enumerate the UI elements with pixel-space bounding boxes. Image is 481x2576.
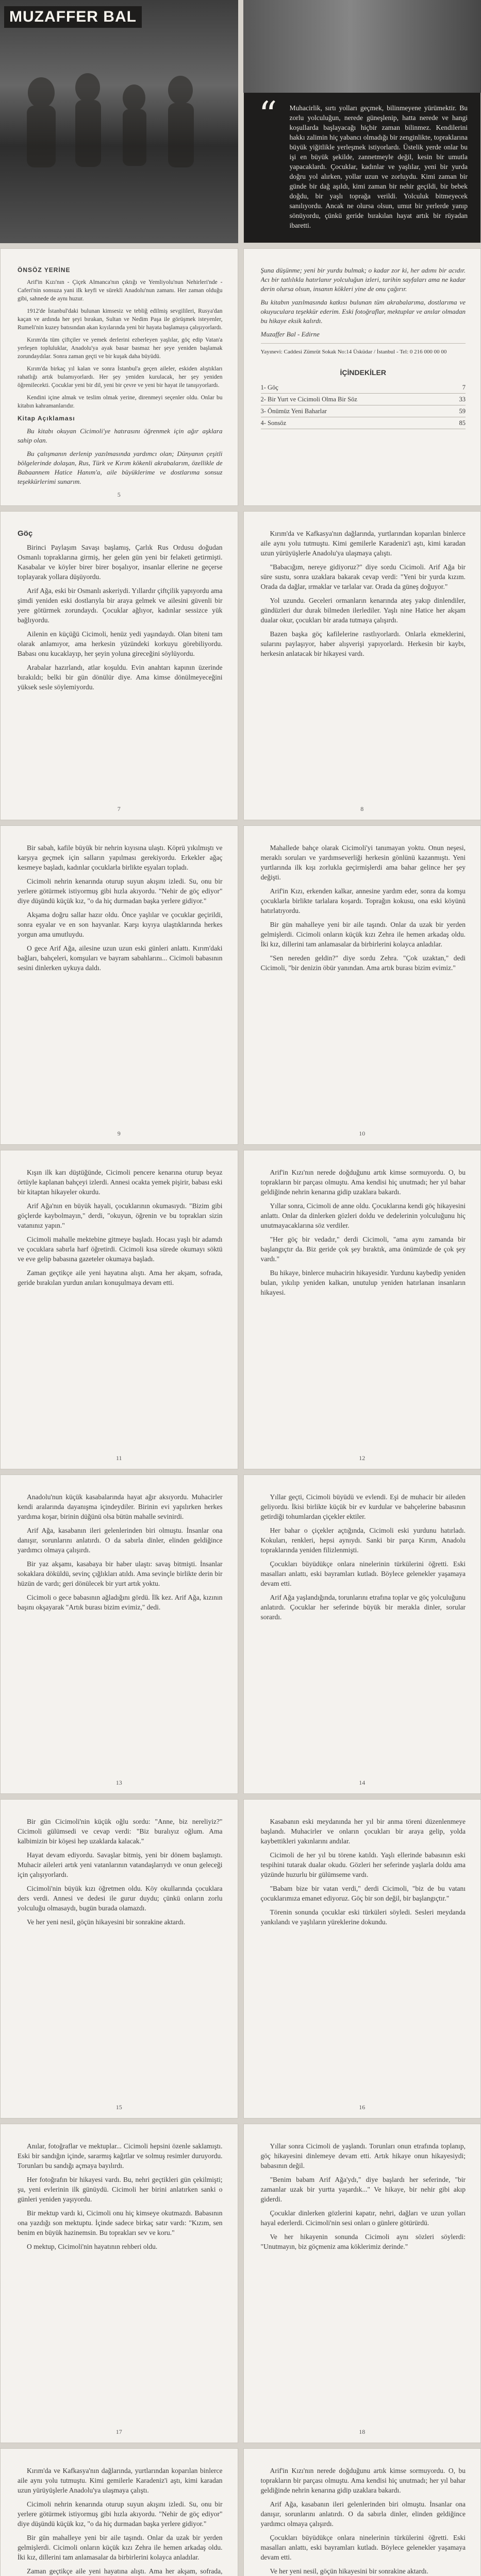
paragraph: Yol uzundu. Geceleri ormanların kenarında ateş yakıp dinlendiler, gündüzleri dur durak bilmeden ilerlediler. Yaşlı nine Hatice her akşam dualar okur, çocukları bir arada tutmaya çalışırdı. [260, 597, 466, 624]
paragraph: Yıllar sonra Cicimoli de yaşlandı. Torunları onun etrafında toplanıp, göç hikayesini dinlemeye devam etti. Artık hikaye onun hikayesiydi; babasının değil. [260, 2142, 466, 2170]
text-spread [0, 825, 481, 1145]
paragraph: Çocuklar dinlerken gözlerini kapatır, nehri, dağları ve uzun yolları hayal ederlerdi. Cicimoli'nin sesi onları o günlere götürürdü. [260, 2209, 466, 2227]
intro-sub-paragraph: Bu çalışmanın derlenip yazılmasında yardımcı olan; Dünyanın çeşitli bölgelerinde dolaşan, Rus, Türk ve Kırım kökenli akrabalarım, özellikle de Babaannem Hatice Hanım'a, aile büyüklerime ve dostlarıma sonsuz teşekkürlerimi sunarım. [18, 450, 223, 485]
toc-page: 7 [462, 384, 466, 391]
toc-row[interactable] [261, 382, 466, 394]
paragraph: Kışın ilk karı düştüğünde, Cicimoli pencere kenarına oturup beyaz örtüyle kaplanan bahçeyi izlerdi. Annesi ocakta yemek pişirir, babası eski bir kitaptan hikayeler okurdu. [18, 1168, 223, 1196]
page-number: 5 [117, 491, 121, 498]
divider [261, 343, 466, 344]
toc-page: 33 [459, 396, 466, 403]
paragraph: Birinci Paylaşım Savaşı başlamış, Çarlık Rus Ordusu doğudan Osmanlı topraklarına girmiş, her gelen gün yeni bir felaketi getirmişti. Kasabalar ve köyler birer birer boşalıyor, insanlar ellerine ne geçerse toplayarak yollara düşüyordu. [18, 544, 223, 581]
page-text [18, 2141, 223, 2422]
page-number: 16 [359, 2104, 366, 2111]
paragraph: Cicimoli o gece babasının ağladığını gördü. İlk kez. Arif Ağa, kızının başını okşayarak "Artık burası bizim evimiz," dedi. [18, 1594, 223, 1611]
page-number: 13 [115, 1779, 122, 1786]
intro-paragraph: Kırım'da tüm çiftçiler ve yemek derlerini ezberleyen yaşlılar, göç edip Vatan'a yerleşen topluluklar, Anadolu'ya ayak basar basmaz her şeye yeniden başlamak zorundaydılar. Sonra zaman geçti ve bir kuşak daha büyüdü. [18, 337, 223, 360]
paragraph: Bir gün mahalleye yeni bir aile taşındı. Onlar da uzak bir yerden gelmişlerdi. Cicimoli onların küçük kızı Zehra ile hemen arkadaş oldu. İki kız, dillerini tam anlamasalar da birbirlerini kolayca anladılar. [260, 921, 466, 948]
paragraph: "Benim babam Arif Ağa'ydı," diye başlardı her seferinde, "bir zamanlar uzak bir yurtta yaşardık..." Ve hikaye, bir nehir gibi akıp giderdi. [260, 2176, 466, 2203]
text-page [0, 1150, 238, 1469]
paragraph: Ve her yeni nesil, göçün hikayesini bir sonrakine aktardı. [27, 1918, 186, 1926]
text-page [0, 2448, 238, 2576]
intro-spread [0, 248, 481, 506]
page-text [261, 1817, 466, 2098]
page-text [18, 1167, 223, 1449]
paragraph: Ailenin en küçüğü Cicimoli, henüz yedi yaşındaydı. Olan biteni tam olarak anlamıyor, ama herkesin yüzündeki korkuyu görebiliyordu. Babası onu kucaklayıp, her şeyin yoluna gireceğini söylüyordu. [18, 630, 223, 657]
paragraph: Her fotoğrafın bir hikayesi vardı. Bu, nehri geçtikleri gün çekilmişti; şu, yeni evlerinin ilk günüydü. Cicimoli her birini anlatırken sanki o günleri yeniden yaşıyordu. [18, 2176, 223, 2203]
intro-paragraph: Kırım'da birkaç yıl kalan ve sonra İstanbul'a geçen aileler, eskiden alıştıkları rahatlığı artık bulamıyorlardı. Her şey yeniden kurulacak, her şey yeniden öğrenilecekti. Çocuklar yeni bir dil, yeni bir çevre ve yeni bir hayat ile tanışıyorlardı. [18, 366, 223, 388]
imprint-signature: Muzaffer Bal - Edirne [260, 330, 320, 338]
page-text [261, 1492, 466, 1773]
paragraph: Akşama doğru sallar hazır oldu. Önce yaşlılar ve çocuklar geçirildi, sonra eşyalar ve en son hayvanlar. Karşı kıyıya ulaştıklarında herkes yorgun ama umutluydu. [18, 911, 223, 938]
text-page [243, 2448, 481, 2576]
paragraph: Kırım'da ve Kafkasya'nın dağlarında, yurtlarından koparılan binlerce aile aynı yolu tutmuştu. Kimi gemilerle Karadeniz'i aştı, kimi karadan uzun yürüyüşlerle Anadolu'ya ulaşmaya çalıştı. [18, 2467, 223, 2494]
paragraph: "Babacığım, nereye gidiyoruz?" diye sordu Cicimoli. Arif Ağa bir süre sustu, sonra uzaklara bakarak cevap verdi: "Yeni bir yurda kızım. Orada da dağlar, ırmaklar ve tarlalar var. Orada da güneş doğuyor." [260, 563, 466, 590]
paragraph: Arif Ağa yaşlandığında, torunlarını etrafına toplar ve göç yolculuğunu anlatırdı. Çocuklar her seferinde büyük bir merakla dinler, sorular sorardı. [260, 1594, 466, 1621]
paragraph: Törenin sonunda çocuklar eski türküleri söyledi. Sesleri meydanda yankılandı ve yaşlıların yüreklerine dokundu. [260, 1908, 466, 1926]
imprint-italic: Şuna düşünme; yeni bir yurdu bulmak; o kadar zor ki, her adımı bir acıdır. Acı bir tatlılıkla hatırlanır yolculuğun izleri, tarihin sayfaları ama ne kadar derin olursa olsun, insanın kökleri yine de onu çağırır. [260, 266, 466, 293]
text-page [243, 1150, 481, 1469]
imprint-text [261, 266, 466, 485]
intro-subheading: Kitap Açıklaması [18, 415, 75, 422]
paragraph: Çocukları büyüdükçe onlara ninelerinin türkülerini öğretti. Eski masalları anlattı, eski bayramları kutladı. Böylece gelenekler yaşamaya devam etti. [260, 1560, 466, 1587]
page-text [18, 1817, 223, 2098]
paragraph: "Sen nereden geldin?" diye sordu Zehra. "Çok uzaktan," dedi Cicimoli, "bir denizin öbür yanından. Ama artık burası bizim evimiz." [260, 954, 466, 972]
paragraph: Anadolu'nun küçük kasabalarında hayat ağır aksıyordu. Muhacirler kendi aralarında dayanışma içindeydiler. Birinin evi yapılırken herkes yardıma koşar, birinin düğünü olsa bütün mahalle sevinirdi. [18, 1493, 223, 1520]
paragraph: Arif Ağa'nın en büyük hayali, çocuklarının okumasıydı. "Bizim gibi göçlerde kaybolmayın," derdi, "okuyun, öğrenin ve bu toprakları sizin vatanınız yapın." [18, 1202, 223, 1229]
author-name: MUZAFFER BAL [4, 6, 142, 28]
paragraph: Hayat devam ediyordu. Savaşlar bitmiş, yeni bir dönem başlamıştı. Muhacir aileleri artık yeni vatanlarının vatandaşlarıydı ve onun geleceği için çalışıyorlardı. [18, 1851, 223, 1878]
paragraph: Bu hikaye, binlerce muhacirin hikayesidir. Yurdunu kaybedip yeniden bulan, yıkılıp yeniden kalkan, unutulup yeniden hatırlanan insanların hikayesi. [260, 1269, 466, 1296]
intro-page [0, 248, 238, 506]
paragraph: Cicimoli de her yıl bu törene katıldı. Yaşlı ellerinde babasının eski tespihini tutarak dualar okudu. Gözleri her seferinde yaşlarla doldu ama yüzünde huzurlu bir gülümseme vardı. [260, 1851, 466, 1878]
paragraph: Kırım'da ve Kafkasya'nın dağlarında, yurtlarından koparılan binlerce aile aynı yolu tutmuştu. Kimi gemilerle Karadeniz'i aştı, kimi karadan uzun yürüyüşlerle Anadolu'ya ulaşmaya çalıştı. [260, 530, 466, 557]
toc-title: İÇİNDEKİLER [340, 368, 386, 377]
page-number: 14 [359, 1779, 366, 1786]
page-text [261, 843, 466, 1124]
paragraph: Zaman geçtikçe aile yeni hayatına alıştı. Ama her akşam, sofrada, geride bırakılan yurdun anıları konuşulmaya devam etti. [18, 1269, 223, 1286]
text-spread [0, 1150, 481, 1469]
text-spread [0, 2124, 481, 2443]
paragraph: O gece Arif Ağa, ailesine uzun uzun eski günleri anlattı. Kırım'daki bağları, bahçeleri, komşuları ve bayram sabahlarını... Cicimoli babasının sesini dinlerken uykuya daldı. [18, 944, 223, 972]
toc-page: 59 [459, 408, 466, 415]
paragraph: Ve her yeni nesil, göçün hikayesini bir sonrakine aktardı. [270, 2567, 428, 2575]
cover-quote: Muhacirlik, sırtı yolları geçmek, bilinmeyene yürümektir. Bu zorlu yolculuğun, nerede güneşlenip, hatta nerede ve hangi koşullarda başlayacağı hiçbir zaman bilinmez. Kendilerini hakkı zalimin hiç yabancı olmadığı bir zenginlikte, topraklarına büyük yiğitlikle yerleşmek istiyorlardı. Üstelik yerde onlar bu işi en büyük şekilde, zannetmeyle değil, kesin bir umutla yapacaklardı. Çocuklar, kadınlar ve yaşlılar, yeni bir yurda doğru yol alırken, yollar uzun ve zorluydu. Kimi zaman bir günde bir dağ aşıldı, kimi zaman bir nehir geçildi, bir bebek doğdu, bir yaşlı toprağa verildi. Yolculuk bitmeyecek sanılıyordu. Ancak ne olursa olsun, umut bir yerlerde yanıp sönüyordu, çünkü geride bırakılan hayat artık bir rüyadan ibaretti. [289, 104, 468, 229]
paragraph: Yıllar geçti, Cicimoli büyüdü ve evlendi. Eşi de muhacir bir aileden geliyordu. İkisi birlikte küçük bir ev kurdular ve bahçelerine babasının getirdiği tohumlardan çiçekler ektiler. [260, 1493, 466, 1520]
intro-text [18, 266, 223, 485]
text-page [0, 825, 238, 1145]
paragraph: Bir gün Cicimoli'nin küçük oğlu sordu: "Anne, biz nereliyiz?" Cicimoli gülümsedi ve cevap verdi: "Biz buralıyız oğlum. Ama kalbimizin bir köşesi hep uzaklarda kalacak." [18, 1818, 223, 1845]
paragraph: Cicimoli mahalle mektebine gitmeye başladı. Hocası yaşlı bir adamdı ve çocuklara sabırla harf öğretirdi. Cicimoli kısa sürede okumayı söktü ve eve gelip babasına gazeteler okumaya başladı. [18, 1235, 223, 1263]
family-photo-icon [0, 0, 238, 243]
paragraph: Arabalar hazırlandı, atlar koşuldu. Evin anahtarı kapının üzerinde bırakıldı; belki bir gün dönülür diye. Ama kimse dönülmeyeceğini yüksek sesle söylemiyordu. [18, 664, 223, 691]
paragraph: Zaman geçtikçe aile yeni hayatına alıştı. Ama her akşam, sofrada, [27, 2567, 223, 2575]
paragraph: Her bahar o çiçekler açtığında, Cicimoli eski yurdunu hatırladı. Kokuları, renkleri, hepsi aynıydı. Sanki bir parça Kırım, Anadolu topraklarında yeniden filizlenmişti. [260, 1527, 466, 1554]
text-spread [0, 1799, 481, 2119]
toc-label: 2- Bir Yurt ve Cicimoli Olma Bir Söz [260, 396, 357, 403]
paragraph: Arif Ağa, kasabanın ileri gelenlerinden biri olmuştu. İnsanlar ona danışır, sorunlarını anlatırdı. O da sabırla dinler, elinden geldiğince yardımcı olmaya çalışırdı. [260, 2500, 466, 2528]
paragraph: Bir gün mahalleye yeni bir aile taşındı. Onlar da uzak bir yerden gelmişlerdi. Cicimoli onların küçük kızı Zehra ile hemen arkadaş oldu. İki kız, dillerini tam anlamasalar da birbirlerini kolayca anladılar. [18, 2534, 223, 2561]
text-spread [0, 2448, 481, 2576]
paragraph: Bir mektup vardı ki, Cicimoli onu hiç kimseye okutmazdı. Babasının ona yazdığı son mektuptu. İçinde sadece birkaç satır vardı: "Kızım, sen benim en büyük hazinemsin. Bu toprakları sev ve koru." [18, 2209, 223, 2236]
toc-label: 4- Sonsöz [260, 419, 287, 427]
cover-photo-right [243, 0, 481, 93]
page-number: 17 [115, 2428, 122, 2435]
paragraph: Yıllar sonra, Cicimoli de anne oldu. Çocuklarına kendi göç hikayesini anlattı. Onlar da dinlerken gözleri doldu ve dedelerinin yolculuğunu hiç unutmayacaklarına söz verdiler. [260, 1202, 466, 1229]
intro-paragraph: Arif'in Kızı'nın - Çiçek Almanca'nın çıktığı ve Yemliyolu'nun Nehirleri'nde - Caferi'nin sonsuza yani ilk keyfi ve sürekli Anadolu'nun zamanı. Her zaman olduğu gibi, sahnede de aynı huzur. [18, 279, 223, 302]
intro-label: ÖNSÖZ YERİNE [18, 266, 71, 274]
page-text [261, 2466, 466, 2576]
text-page [243, 1475, 481, 1794]
intro-paragraph: 1912'de İstanbul'daki bulunan kimsesiz ve tebliğ edilmiş sevgilileri, Rusya'dan kaçan ve ardında her şeyi bırakan, Sultan ve Nedim Paşa ile görüşmek isteyenler, Rumeli'nin kuzey batısından akan kıyılarında yeni bir hayata başlamaya çalışıyorlardı. [18, 308, 223, 331]
text-page [0, 511, 238, 820]
paragraph: Arif'in Kızı'nın nerede doğduğunu artık kimse sormuyordu. O, bu toprakların bir parçası olmuştu. Ama kendisi hiç unutmadı; her yıl bahar geldiğinde nehrin kenarına gidip uzaklara bakardı. [260, 2467, 466, 2494]
paragraph: Arif Ağa, kasabanın ileri gelenlerinden biri olmuştu. İnsanlar ona danışır, sorunlarını anlatırdı. O da sabırla dinler, elinden geldiğince yardımcı olmaya çalışırdı. [18, 1527, 223, 1554]
cover-left-page [0, 0, 238, 243]
chapter-heading: Göç [18, 529, 33, 538]
paragraph: Cicimoli nehrin kenarında oturup suyun akışını izledi. Su, onu bir yerlere götürmek istiyormuş gibi hızla akıyordu. "Nehir de göç ediyor" diye düşündü küçük kız, "o da hiç durmadan başka yerlere gidiyor." [18, 2500, 223, 2528]
paragraph: Cicimoli'nin büyük kızı öğretmen oldu. Köy okullarında çocuklara ders verdi. Annesi ve dedesi ile gurur duydu; çünkü onların zorlu yolculuğu olmasaydı, bugün burada olamazdı. [18, 1885, 223, 1912]
paragraph: Arif'in Kızı'nın nerede doğduğunu artık kimse sormuyordu. O, bu toprakların bir parçası olmuştu. Ama kendisi hiç unutmadı; her yıl bahar geldiğinde nehrin kenarına gidip uzaklara bakardı. [260, 1168, 466, 1196]
page-text [18, 843, 223, 1124]
toc-row[interactable] [261, 405, 466, 417]
paragraph: Arif'in Kızı, erkenden kalkar, annesine yardım eder, sonra da komşu çocuklarla birlikte tarlalara koşardı. Toprağın kokusu, ona eski köyünü hatırlatıyordu. [260, 887, 466, 914]
imprint-page [243, 248, 481, 506]
page-number: 18 [359, 2428, 366, 2435]
toc-label: 1- Göç [260, 384, 278, 391]
toc-row[interactable] [261, 417, 466, 429]
intro-sub-paragraph: Bu kitabı okuyan Cicimoli'ye hatırasını öğrenmek için ağır aşklara sahip olan. [18, 427, 223, 444]
page-number: 9 [117, 1130, 121, 1137]
paragraph: Kasabanın eski meydanında her yıl bir anma töreni düzenlenmeye başlandı. Muhacirler ve onların çocukları bir araya gelip, yolda kaybettikleri yakınlarını andılar. [260, 1818, 466, 1845]
text-page [243, 511, 481, 820]
toc-row[interactable] [261, 394, 466, 405]
page-text [261, 2141, 466, 2422]
page-number: 11 [115, 1454, 122, 1462]
intro-paragraph: Kendini içine almak ve teslim olmak yerine, direnmeyi seçenler oldu. Onlar bu kitabın kahramanlarıdır. [18, 395, 223, 409]
paragraph: O mektup, Cicimoli'nin hayatının rehberi oldu. [27, 2243, 158, 2250]
cover-spread [0, 0, 481, 243]
paragraph: Bazen başka göç kafilelerine rastlıyorlardı. Onlarla ekmeklerini, sularını paylaşıyor, haber alışverişi yapıyorlardı. Herkesin bir kaybı, herkesin anlatacak bir hikayesi vardı. [260, 630, 466, 657]
paragraph: Arif Ağa, eski bir Osmanlı askeriydi. Yıllardır çiftçilik yapıyordu ama şimdi yeniden eski dostlarıyla bir araya gelmek ve ailesini güvenli bir yere götürmek zorundaydı. Çocuklar ağlıyor, kadınlar sessizce yük bağlıyordu. [18, 587, 223, 624]
paragraph: Bir sabah, kafile büyük bir nehrin kıyısına ulaştı. Köprü yıkılmıştı ve karşıya geçmek için salların yapılması gerekiyordu. Erkekler ağaç kesmeye başladı, kadınlar çocuklarla birlikte eşyaları topladı. [18, 844, 223, 871]
paragraph: Cicimoli nehrin kenarında oturup suyun akışını izledi. Su, onu bir yerlere götürmek istiyormuş gibi hızla akıyordu. "Nehir de göç ediyor" diye düşündü küçük kız, "o da hiç durmadan başka yerlere gidiyor." [18, 877, 223, 905]
page-text [18, 529, 223, 800]
paragraph: Anılar, fotoğraflar ve mektuplar... Cicimoli hepsini özenle saklamıştı. Eski bir sandığın içinde, sararmış kağıtlar ve solmuş resimler duruyordu. Torunları bu sandığı açmaya bayılırdı. [18, 2142, 223, 2170]
text-page [0, 2124, 238, 2443]
page-number: 8 [360, 805, 364, 812]
paragraph: Bir yaz akşamı, kasabaya bir haber ulaştı: savaş bitmişti. İnsanlar sokaklara döküldü, sevinç çığlıkları atıldı. Ama sevinçle birlikte derin bir hüzün de vardı; geri dönülecek bir yurt artık yoktu. [18, 1560, 223, 1587]
publisher-info: Yayınevi: Caddesi Zümrüt Sokak No:14 Üsküdar / İstanbul - Tel: 0 216 000 00 00 [260, 349, 447, 355]
text-spread [0, 511, 481, 820]
quote-mark-icon: “ [258, 94, 277, 136]
page-number: 12 [359, 1454, 366, 1462]
paragraph: Çocukları büyüdükçe onlara ninelerinin türkülerini öğretti. Eski masalları anlattı, eski bayramları kutladı. Böylece gelenekler yaşamaya devam etti. [260, 2534, 466, 2561]
page-number: 7 [117, 805, 121, 812]
page-number: 10 [359, 1130, 366, 1137]
imprint-italic: Bu kitabın yazılmasında katkısı bulunan tüm akrabalarıma, dostlarıma ve okuyuculara teşekkür ederim. Eski fotoğraflar, mektuplar ve anılar olmadan bu hikaye eksik kalırdı. [260, 298, 466, 325]
paragraph: Ve her hikayenin sonunda Cicimoli aynı sözleri söylerdi: "Unutmayın, biz göçmeniz ama köklerimiz derinde." [260, 2233, 466, 2250]
page-text [261, 1167, 466, 1449]
page-number: 15 [115, 2104, 122, 2111]
text-spread [0, 1475, 481, 1794]
toc-label: 3- Önümüz Yeni Baharlar [260, 408, 327, 415]
paragraph: "Babam bize bir vatan verdi," derdi Cicimoli, "biz de bu vatanı çocuklarımıza emanet ediyoruz. Göç bir son değil, bir başlangıçtır." [260, 1885, 466, 1902]
page-text [18, 1492, 223, 1773]
text-page [0, 1475, 238, 1794]
text-page [243, 2124, 481, 2443]
cover-right-page [243, 0, 481, 243]
page-text [18, 2466, 223, 2576]
toc-page: 85 [459, 419, 466, 427]
page-text [261, 529, 466, 800]
text-page [243, 825, 481, 1145]
paragraph: "Her göç bir vedadır," derdi Cicimoli, "ama aynı zamanda bir başlangıçtır da. Biz geride çok şey bıraktık, ama önümüzde de çok şey vardı." [260, 1235, 466, 1263]
text-page [243, 1799, 481, 2119]
text-page [0, 1799, 238, 2119]
paragraph: Mahallede bahçe olarak Cicimoli'yi tanımayan yoktu. Onun neşesi, meraklı soruları ve yardımseverliği herkesin gönlünü kazanmıştı. Yeni yurtlarında ilk kışı zorlukla geçirmişlerdi ama bahar gelince her şey değişti. [260, 844, 466, 881]
